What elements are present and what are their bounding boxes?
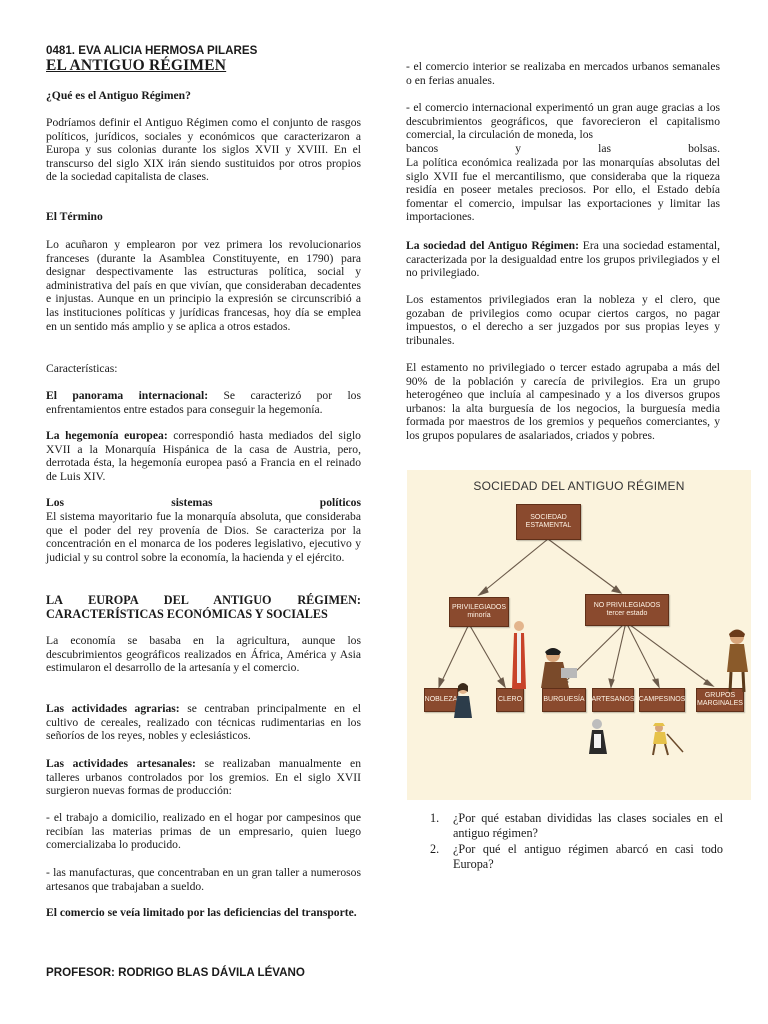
sistemas-word: políticos xyxy=(319,496,361,509)
termino-heading: El Término xyxy=(46,210,103,223)
arrow-head xyxy=(439,678,444,687)
termino-paragraph: Lo acuñaron y emplearon por vez primera los revolucionarios franceses (durante la Asamblea Constituyente, en 1790) para designar despectivamente las estructuras política, social y administrativa del país en que vivían, que consideraban decadentes e injustas. Aunque en un principio la expresión se circunscribió a las instituciones políticas y jurídicas francesas, hoy día se emplea en un sentido más amplio y se aplica a otros estados. xyxy=(46,238,361,333)
author-line: 0481. EVA ALICIA HERMOSA PILARES xyxy=(46,44,258,57)
document-title: EL ANTIGUO RÉGIMEN xyxy=(46,57,227,74)
connector-line xyxy=(469,624,503,683)
box-clero: CLERO xyxy=(496,688,524,712)
word: bancos xyxy=(406,142,439,155)
connector-line xyxy=(441,624,469,683)
question-number: 1. xyxy=(430,811,440,825)
box-nobleza: NOBLEZA xyxy=(424,688,458,712)
question-text: ¿Por qué estaban divididas las clases sociales en el antiguo régimen? xyxy=(453,811,723,840)
box-privilegiados: PRIVILEGIADOS minoría xyxy=(449,597,509,627)
box-campesinos: CAMPESINOS xyxy=(639,688,685,712)
word: las xyxy=(598,142,612,155)
comercio-bold-line: El comercio se veía limitado por las deficiencias del transporte. xyxy=(46,906,357,919)
caracteristicas-label: Características: xyxy=(46,362,118,375)
comercio-interior-item: - el comercio interior se realizaba en mercados urbanos semanales o en ferias anuales. xyxy=(406,60,720,87)
peasant-figure-icon xyxy=(645,722,685,756)
sociedad-paragraph xyxy=(406,239,720,280)
tercer-estado-paragraph: El estamento no privilegiado o tercer estado agrupaba a más del 90% de la población y carecía de privilegios. Era un grupo heterogéneo que incluía al campesinado y a los diversos grupos urbanos: la alta burguesía de los negocios, la burguesía media formada por maestros de los gremios y pequeños comerciantes, y los grupos populares de asalariados, criados y pobres. xyxy=(406,361,720,442)
box-burguesia: BURGUESÍA xyxy=(542,688,586,712)
europa-heading: LA EUROPA DEL ANTIGUO RÉGIMEN: CARACTERÍSTICAS ECONÓMICAS Y SOCIALES xyxy=(46,593,361,622)
connector-line xyxy=(483,539,548,592)
agrarias-paragraph xyxy=(46,702,361,743)
estamentos-paragraph: Los estamentos privilegiados eran la nobleza y el clero, que gozaban de privilegios como ocupar ciertos cargos, no pagar impuestos, o el derecho a ser juzgados por sus propias leyes y tribunales. xyxy=(406,293,720,347)
connector-line xyxy=(626,622,657,683)
question-heading: ¿Qué es el Antiguo Régimen? xyxy=(46,89,191,102)
agrarias-text: se centraban principalmente en el cultivo de cereales, realizado con técnicas rudimentarias en los señoríos de los reyes, nobles y eclesiásticos. xyxy=(46,702,361,743)
panorama-text: Se caracterizó por los enfrentamientos entre estados para conseguir la hegemonía. xyxy=(46,389,361,416)
artisan-figure-icon xyxy=(585,718,611,754)
politica-economica-paragraph: La política económica realizada por las monarquías absolutas del siglo XVII fue el mercantilismo, que consideraba que la riqueza residía en poseer metales preciosos. Por ello, el Estado debía fomentar el comercio, impulsar las exportaciones y limitar las importaciones. xyxy=(406,156,720,224)
panorama-label: El panorama internacional: xyxy=(46,389,209,402)
sistemas-word: sistemas xyxy=(171,496,213,509)
artesanales-text: se realizaban manualmente en talleres urbanos controlados por los gremios. En el siglo XVII surgieron nuevas formas de producción: xyxy=(46,757,361,798)
panorama-paragraph xyxy=(46,389,361,416)
teacher-footer: PROFESOR: RODRIGO BLAS DÁVILA LÉVANO xyxy=(46,966,305,979)
arrow-head xyxy=(609,679,614,687)
bourgeois-figure-icon xyxy=(539,646,579,688)
hegemonia-label: La hegemonía europea: xyxy=(46,429,168,442)
economia-paragraph: La economía se basaba en la agricultura, aunque los descubrimientos geográficos realizados en África, América y Asia estimularon el desarrollo de la artesanía y el comercio. xyxy=(46,634,361,675)
connector-line xyxy=(612,622,626,683)
connector-line xyxy=(626,622,709,683)
word: y xyxy=(515,142,522,155)
hegemonia-paragraph xyxy=(46,429,361,483)
society-diagram xyxy=(407,470,751,800)
sistemas-paragraph: El sistema mayoritario fue la monarquía absoluta, que consideraba que el poder del rey provenía de Dios. Se caracteriza por la concentración en el monarca de los poderes legislativo, ejecutivo y judicial y su control sobre la economía, la hacienda y el ejército. xyxy=(46,510,361,564)
question-number: 2. xyxy=(430,842,440,856)
question-text: ¿Por qué el antiguo régimen abarcó en casi todo Europa? xyxy=(453,842,723,871)
connector-line xyxy=(548,539,617,590)
trabajo-domicilio-item: - el trabajo a domicilio, realizado en el hogar por campesinos que recibían las materias primas de un empresario, quien luego comercializaba lo producido. xyxy=(46,811,361,852)
diagram-title: SOCIEDAD DEL ANTIGUO RÉGIMEN xyxy=(473,479,685,493)
box-no-privilegiados: NO PRIVILEGIADOS tercer estado xyxy=(585,594,669,626)
sociedad-label: La sociedad del Antiguo Régimen: xyxy=(406,239,579,252)
clergy-figure-icon xyxy=(508,619,530,689)
comercio-internacional-item: - el comercio internacional experimentó un gran auge gracias a los descubrimientos geográficos, que favorecieron el capitalismo comercial, la circulación de moneda, los xyxy=(406,101,720,142)
artesanales-paragraph xyxy=(46,757,361,798)
box-sociedad-estamental: SOCIEDAD ESTAMENTAL xyxy=(516,504,581,540)
sistemas-heading xyxy=(46,496,361,510)
agrarias-label: Las actividades agrarias: xyxy=(46,702,180,715)
sistemas-word: Los xyxy=(46,496,65,509)
arrow-head xyxy=(498,678,505,687)
arrow-head xyxy=(479,587,488,595)
intro-paragraph: Podríamos definir el Antiguo Régimen como el conjunto de rasgos políticos, jurídicos, sociales y económicos que caracterizaron a Europa y sus colonias durante los siglos XVII y XVIII. En el transcurso del siglo XIX irán siendo sustituidos por otros propios de la sociedad capitalista de clases. xyxy=(46,116,361,184)
arrow-head xyxy=(653,679,659,687)
word: bolsas. xyxy=(688,142,720,155)
artesanales-label: Las actividades artesanales: xyxy=(46,757,196,770)
comercio-internacional-last-line xyxy=(406,142,720,156)
marginal-group-figure-icon xyxy=(723,628,751,692)
noble-figure-icon xyxy=(451,682,475,718)
hegemonia-text: correspondió hasta mediados del siglo XVII a la Monarquía Hispánica de la casa de Austria, pero, derrotada ésta, la hegemonía europea pasó a Francia en el reinado de Luis XIV. xyxy=(46,429,361,483)
manufacturas-item: - las manufacturas, que concentraban en un gran taller a numerosos artesanos que trabajaban a sueldo. xyxy=(46,866,361,893)
box-artesanos: ARTESANOS xyxy=(592,688,634,712)
sociedad-text: Era una sociedad estamental, caracterizada por la desigualdad entre los grupos privilegiados y el no privilegiado. xyxy=(406,239,720,280)
box-grupos-marginales: GRUPOS MARGINALES xyxy=(696,688,744,712)
